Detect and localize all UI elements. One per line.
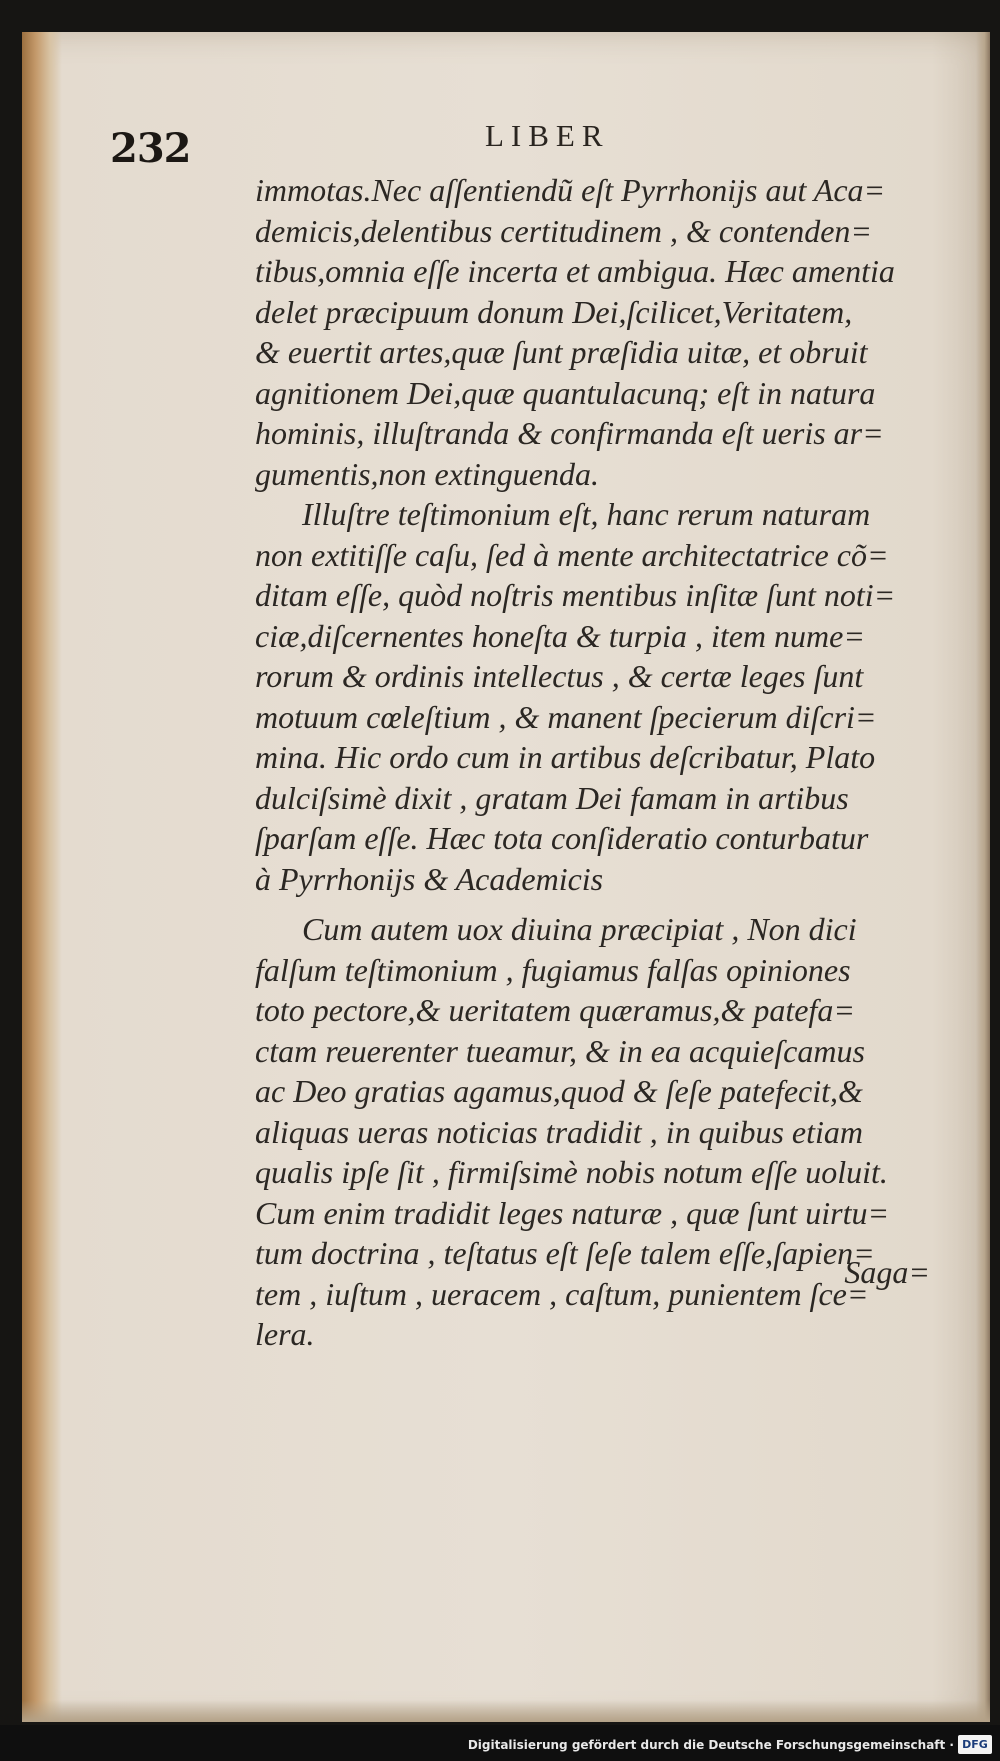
- paragraph-2: [255, 494, 945, 899]
- paragraph-1: [255, 170, 945, 494]
- text-line: toto pectore,& ueritatem quæramus,& patefa=: [255, 992, 855, 1028]
- text-line: à Pyrrhonijs & Academicis: [255, 860, 604, 897]
- text-line: Cum autem uox diuina præcipiat , Non dici: [302, 911, 857, 947]
- text-line: agnitionem Dei,quæ quantulacunq; eſt in natura: [255, 374, 876, 411]
- page-number: 232: [110, 125, 191, 172]
- text-line: mina. Hic ordo cum in artibus deſcribatur, Plato: [255, 739, 876, 775]
- text-line: tibus,omnia eſſe incerta et ambigua. Hæc amentia: [255, 253, 895, 289]
- text-line: motuum cœleſtium , & manent ſpecierum diſcri=: [255, 698, 877, 735]
- text-line: hominis, illuſtranda & confirmanda eſt ueris ar=: [255, 415, 884, 451]
- text-line: ctam reuerenter tueamur, & in ea acquieſcamus: [255, 1032, 865, 1069]
- page-fore-edge: [976, 32, 990, 1722]
- text-line: & euertit artes,quæ ſunt præſidia uitæ, et obruit: [255, 334, 868, 370]
- text-line: demicis,delentibus certitudinem , & contenden=: [255, 212, 872, 249]
- dfg-logo-icon: DFG: [958, 1735, 992, 1754]
- text-line: ciæ,diſcernentes honeſta & turpia , item nume=: [255, 617, 865, 654]
- text-line: rorum & ordinis intellectus , & certæ leges ſunt: [255, 658, 864, 694]
- text-line: lera.: [255, 1316, 315, 1352]
- body-text: [255, 170, 945, 1355]
- page-bottom-edge: [22, 1700, 990, 1722]
- text-line: qualis ipſe ſit , firmiſsimè nobis notum eſſe uoluit.: [255, 1154, 888, 1190]
- text-line: gumentis,non extinguenda.: [255, 455, 599, 492]
- text-line: ac Deo gratias agamus,quod & ſeſe patefecit,&: [255, 1073, 863, 1109]
- running-head: LIBER: [485, 118, 610, 153]
- text-line: tum doctrina , teſtatus eſt ſeſe talem eſſe,ſapien=: [255, 1235, 875, 1271]
- text-line: delet præcipuum donum Dei,ſcilicet,Veritatem,: [255, 293, 853, 330]
- text-line: immotas.Nec aſſentiendũ eſt Pyrrhonijs aut Aca=: [255, 172, 886, 208]
- text-line: non extitiſſe caſu, ſed à mente architectatrice cõ=: [255, 536, 889, 573]
- text-line: falſum teſtimonium , fugiamus falſas opiniones: [255, 951, 851, 988]
- text-line: Illuſtre teſtimonium eſt, hanc rerum naturam: [302, 496, 871, 532]
- text-line: aliquas ueras noticias tradidit , in quibus etiam: [255, 1113, 864, 1150]
- footer-bar: [0, 1725, 1000, 1761]
- text-line: ditam eſſe, quòd noſtris mentibus inſitæ ſunt noti=: [255, 577, 896, 613]
- text-line: Cum enim tradidit leges naturæ , quæ ſunt uirtu=: [255, 1194, 890, 1231]
- page-gutter-edge: [22, 32, 62, 1722]
- funding-credit: Digitalisierung gefördert durch die Deutsche Forschungsgemeinschaft ·: [467, 1738, 954, 1752]
- catchword: Saga=: [844, 1254, 930, 1290]
- text-line: dulciſsimè dixit , gratam Dei famam in artibus: [255, 779, 849, 816]
- text-line: ſparſam eſſe. Hæc tota conſideratio conturbatur: [255, 820, 869, 856]
- text-line: tem , iuſtum , ueracem , caſtum, punientem ſce=: [255, 1275, 869, 1312]
